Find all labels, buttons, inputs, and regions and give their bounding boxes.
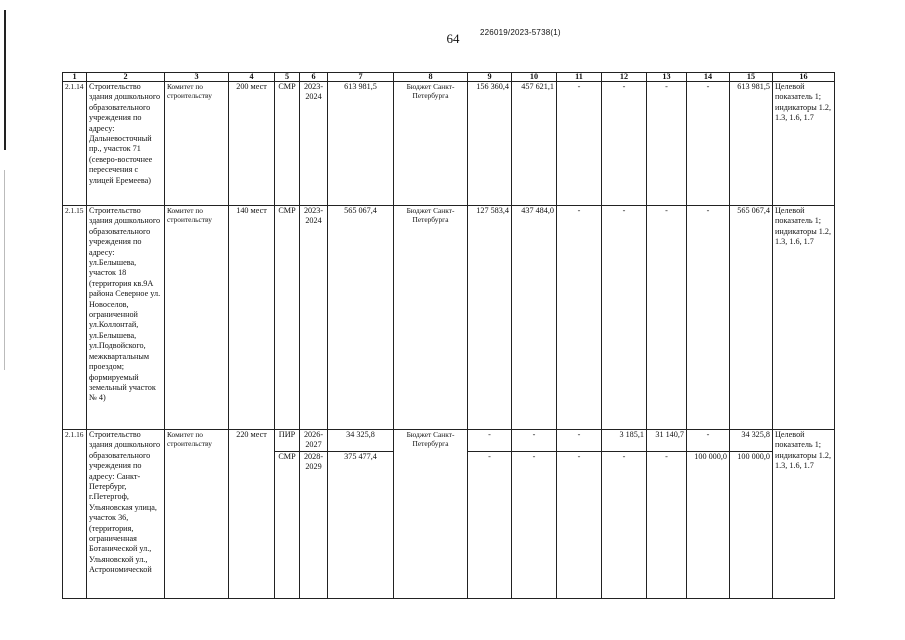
column-header: 7 <box>328 73 394 82</box>
target-indicator: Целевой показатель 1; индикаторы 1.2, 1.3, 1.6, 1.7 <box>773 430 835 599</box>
funding-source: Бюджет Санкт-Петербурга <box>394 82 468 206</box>
stage-type: СМР <box>275 82 300 206</box>
total-cost: 375 477,4 <box>328 451 394 598</box>
year-value: - <box>687 82 730 206</box>
target-indicator: Целевой показатель 1; индикаторы 1.2, 1.3, 1.6, 1.7 <box>773 206 835 430</box>
capacity: 220 мест <box>229 430 275 599</box>
total-cost: 565 067,4 <box>328 206 394 430</box>
year-value: - <box>557 451 602 598</box>
row-id: 2.1.14 <box>63 82 87 206</box>
year-value: - <box>687 206 730 430</box>
stage-type: СМР <box>275 451 300 598</box>
row-id: 2.1.15 <box>63 206 87 430</box>
year-value: 31 140,7 <box>647 430 687 452</box>
column-header: 11 <box>557 73 602 82</box>
object-name: Строительство здания дошкольного образовательного учреждения по адресу: Санкт-Петербург, г.Петергоф, Ульяновская улица, участок 36, (территория, ограниченная Ботанической ул., Ульяновской ул., Астрономической <box>87 430 165 599</box>
year-value: - <box>512 430 557 452</box>
year-value: 127 583,4 <box>468 206 512 430</box>
total-value: 34 325,8 <box>730 430 773 452</box>
page-number: 64 <box>446 31 460 46</box>
object-name: Строительство здания дошкольного образовательного учреждения по адресу: Дальневосточный пр., участок 71 (северо-восточнее пересечения с улицей Еремеева) <box>87 82 165 206</box>
column-header: 16 <box>773 73 835 82</box>
object-name: Строительство здания дошкольного образовательного учреждения по адресу: ул.Белышева, участок 18 (территория кв.9А района Северное ул. Новоселов, ограниченной ул.Коллонтай, ул.Белышева, ул.Подвойского, межквартальным проездом; формируемый земельный участок № 4) <box>87 206 165 430</box>
column-header: 15 <box>730 73 773 82</box>
table-row <box>63 82 835 206</box>
year-value: 100 000,0 <box>687 451 730 598</box>
column-header: 9 <box>468 73 512 82</box>
year-value: - <box>557 430 602 452</box>
capacity: 200 мест <box>229 82 275 206</box>
year-value: - <box>468 430 512 452</box>
document-number-stamp: 226019/2023-5738(1) <box>480 28 561 37</box>
year-value: - <box>557 82 602 206</box>
total-value: 100 000,0 <box>730 451 773 598</box>
column-header: 6 <box>300 73 328 82</box>
year-value: - <box>557 206 602 430</box>
year-value: 3 185,1 <box>602 430 647 452</box>
year-value: - <box>602 82 647 206</box>
stage-period: 2028-2029 <box>300 451 328 598</box>
year-value: - <box>687 430 730 452</box>
capacity: 140 мест <box>229 206 275 430</box>
total-value: 613 981,5 <box>730 82 773 206</box>
column-header: 4 <box>229 73 275 82</box>
stage-period: 2023-2024 <box>300 206 328 430</box>
stage-type: СМР <box>275 206 300 430</box>
year-value: 457 621,1 <box>512 82 557 206</box>
year-value: - <box>647 206 687 430</box>
column-header: 8 <box>394 73 468 82</box>
year-value: - <box>647 82 687 206</box>
responsible-executor: Комитет по строительству <box>165 430 229 599</box>
stage-period: 2026-2027 <box>300 430 328 452</box>
target-indicator: Целевой показатель 1; индикаторы 1.2, 1.3, 1.6, 1.7 <box>773 82 835 206</box>
total-cost: 34 325,8 <box>328 430 394 452</box>
column-header: 1 <box>63 73 87 82</box>
column-header: 12 <box>602 73 647 82</box>
scan-edge-mark <box>4 170 5 370</box>
year-value: - <box>647 451 687 598</box>
responsible-executor: Комитет по строительству <box>165 206 229 430</box>
column-header: 13 <box>647 73 687 82</box>
column-header: 14 <box>687 73 730 82</box>
year-value: - <box>512 451 557 598</box>
column-header: 5 <box>275 73 300 82</box>
column-header: 10 <box>512 73 557 82</box>
year-value: - <box>468 451 512 598</box>
table-row <box>63 206 835 430</box>
year-value: - <box>602 206 647 430</box>
row-id: 2.1.16 <box>63 430 87 599</box>
funding-source: Бюджет Санкт-Петербурга <box>394 206 468 430</box>
program-table <box>62 72 835 599</box>
funding-source: Бюджет Санкт-Петербурга <box>394 430 468 599</box>
year-value: - <box>602 451 647 598</box>
stage-period: 2023-2024 <box>300 82 328 206</box>
table-row <box>63 430 835 452</box>
year-value: 437 484,0 <box>512 206 557 430</box>
column-number-row <box>63 73 835 82</box>
total-value: 565 067,4 <box>730 206 773 430</box>
stage-type: ПИР <box>275 430 300 452</box>
responsible-executor: Комитет по строительству <box>165 82 229 206</box>
column-header: 3 <box>165 73 229 82</box>
column-header: 2 <box>87 73 165 82</box>
scan-edge-mark <box>4 10 6 150</box>
year-value: 156 360,4 <box>468 82 512 206</box>
total-cost: 613 981,5 <box>328 82 394 206</box>
